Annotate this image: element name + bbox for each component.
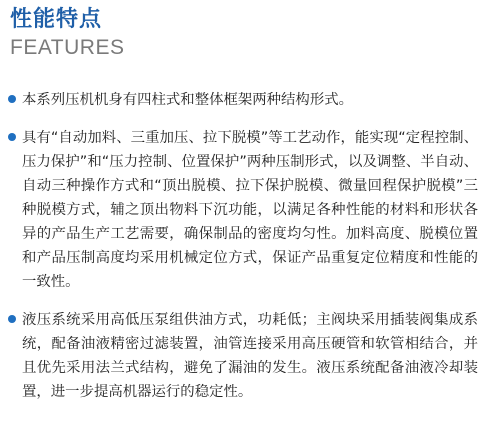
- feature-item: [6, 88, 478, 112]
- section-subtitle: FEATURES: [10, 36, 125, 59]
- feature-text: 液压系统采用高低压泵组供油方式，功耗低；主阀块采用插装阀集成系统，配备油液精密过滤装置，油管连接采用高压硬管和软管相结合，并且优先采用法兰式结构，避免了漏油的发生。液压系统配备油液冷却装置，进一步提高机器运行的稳定性。: [22, 312, 478, 400]
- bullet-dot-icon: [8, 95, 16, 103]
- feature-text: 具有“自动加料、三重加压、拉下脱模”等工艺动作，能实现“定程控制、压力保护”和“压力控制、位置保护”两种压制形式，以及调整、半自动、自动三种操作方式和“顶出脱模、拉下保护脱模、微量回程保护脱模”三种脱模方式，辅之顶出物料下沉功能，以满足各种性能的材料和形状各异的产品生产工艺需要，确保制品的密度均匀性。加料高度、脱模位置和产品压制高度均采用机械定位方式，保证产品重复定位精度和性能的一致性。: [22, 130, 478, 290]
- section-header: [10, 6, 124, 60]
- bullet-dot-icon: [8, 315, 16, 323]
- feature-item: [6, 126, 478, 294]
- section-title: 性能特点: [10, 7, 103, 32]
- feature-list: [6, 88, 478, 418]
- feature-item: [6, 308, 478, 404]
- feature-text: 本系列压机机身有四柱式和整体框架两种结构形式。: [22, 92, 353, 108]
- bullet-dot-icon: [8, 133, 16, 141]
